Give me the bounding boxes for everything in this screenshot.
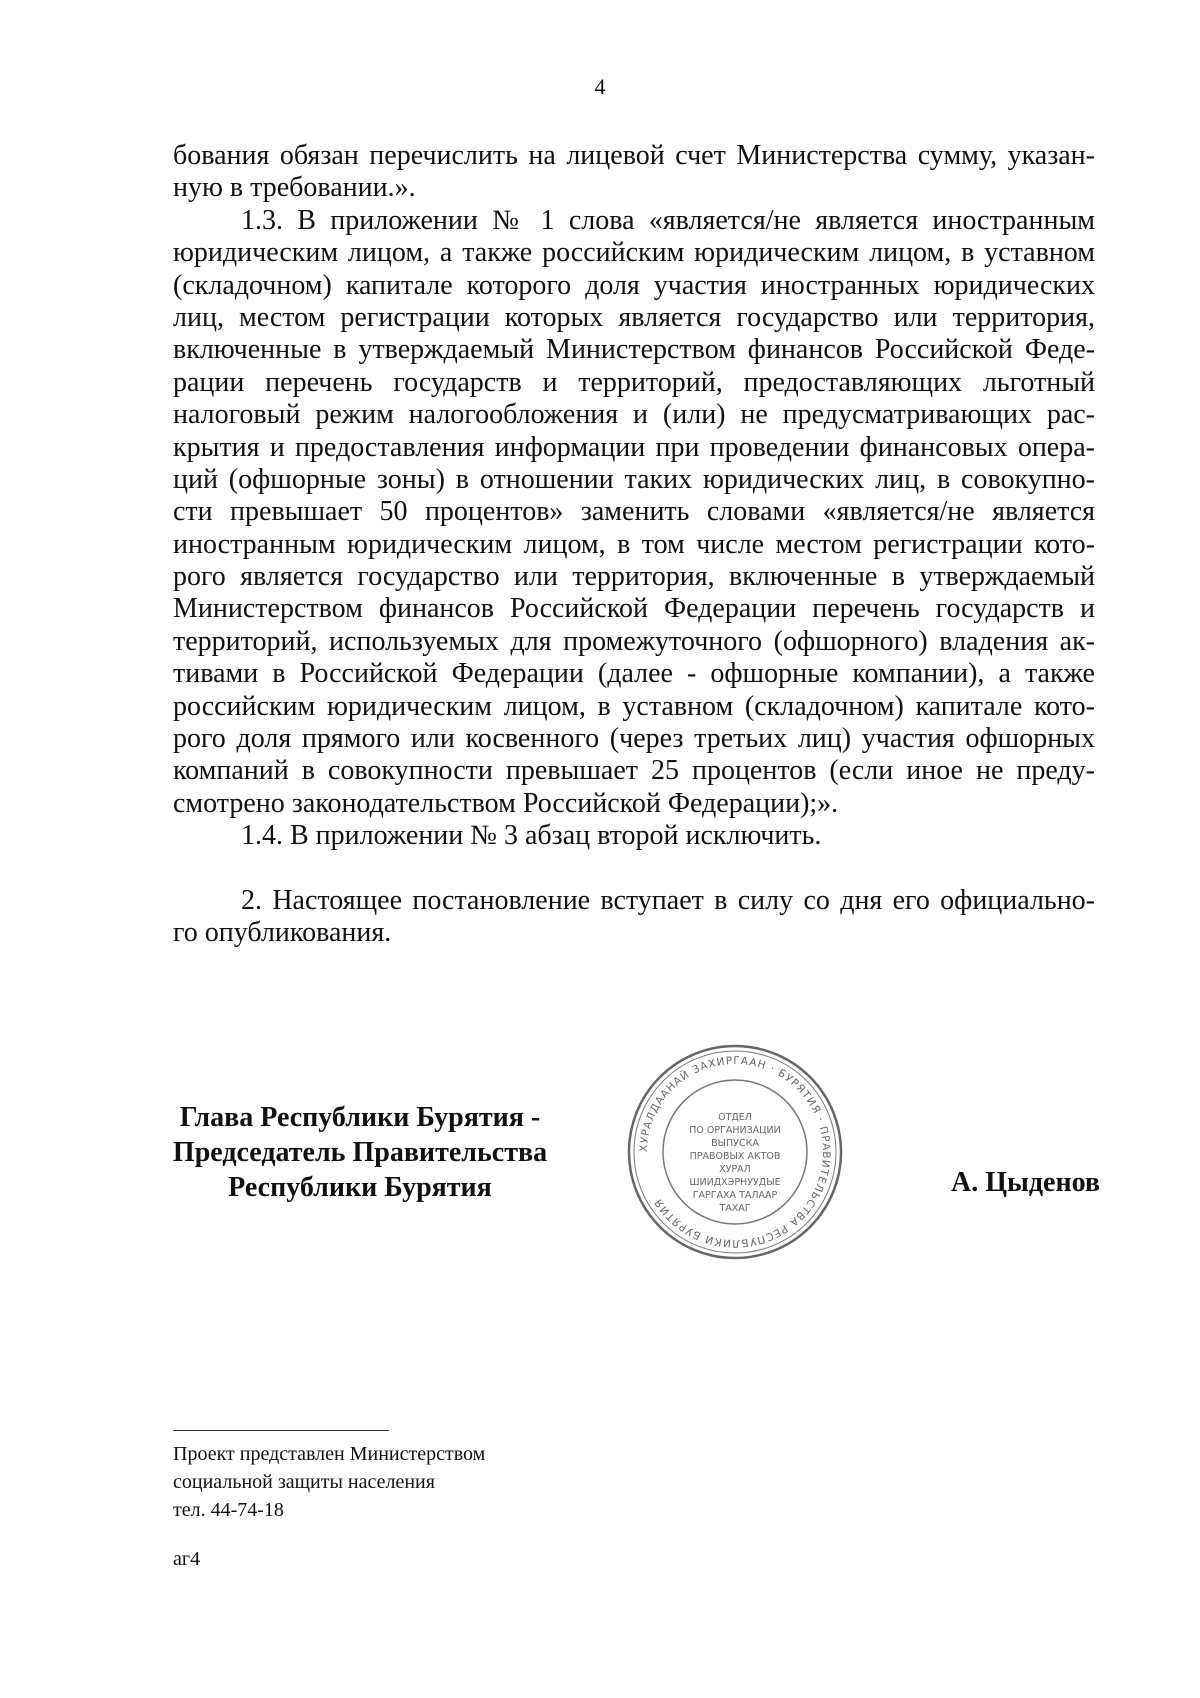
text-line: российским юридическим лицом, в уставном (складочном) капитале кото- (173, 690, 1095, 722)
text-line: рого доля прямого или косвенного (через третьих лиц) участия офшорных (173, 723, 1095, 755)
text-line: иностранным юридическим лицом, в том числе местом регистрации кото- (173, 528, 1095, 560)
official-seal (625, 1042, 845, 1262)
seal-ring-text: ХУРАЛДААНАЙ ЗАХИРГААН · БУРЯТИЯ · ПРАВИТЕЛЬСТВА РЕСПУБЛИКИ БУРЯТИЯ (637, 1054, 833, 1250)
paragraph-p2 (173, 885, 1095, 950)
seal-center-line: ТАХАГ (719, 1203, 751, 1214)
seal-center-line: ХУРАЛ (719, 1164, 751, 1175)
seal-center-line: ОТДЕЛ (718, 1112, 752, 1123)
text-line: включенные в утверждаемый Министерством финансов Российской Феде- (173, 334, 1095, 366)
signature-title-line: Глава Республики Бурятия - (179, 1102, 541, 1133)
text-line: го опубликования. (173, 916, 392, 948)
text-line: крытия и предоставления информации при проведении финансовых опера- (173, 431, 1095, 463)
text-line: налоговый режим налогообложения и (или) не предусматривающих рас- (173, 399, 1095, 431)
text-line: 2. Настоящее постановление вступает в силу со дня его официально- (241, 884, 1095, 916)
document-code: аг4 (173, 1548, 201, 1570)
paragraph-p14 (173, 820, 1095, 852)
text-line: рации перечень государств и территорий, предоставляющих льготный (173, 366, 1095, 398)
seal-center-line: ВЫПУСКА (711, 1138, 759, 1149)
footnote-line: тел. 44-74-18 (173, 1499, 284, 1521)
text-line: ную в требовании.». (173, 172, 416, 204)
text-line: 1.3. В приложении № 1 слова «является/не является иностранным (241, 204, 1095, 236)
seal-center-line: ПРАВОВЫХ АКТОВ (689, 1151, 781, 1162)
text-line: территорий, используемых для промежуточного (офшорного) владения ак- (173, 625, 1095, 657)
text-line: ций (офшорные зоны) в отношении таких юридических лиц, в совокупно- (173, 463, 1095, 495)
footnote-line: социальной защиты населения (173, 1471, 435, 1493)
text-line: 1.4. В приложении № 3 абзац второй исключить. (241, 820, 822, 852)
paragraph-p0 (173, 140, 1095, 205)
text-line: компаний в совокупности превышает 25 процентов (если иное не преду- (173, 755, 1095, 787)
paragraph-p13 (173, 205, 1095, 820)
seal-center-line: ГАРГАХА ТАЛААР (692, 1190, 778, 1201)
text-line: Министерством финансов Российской Федерации перечень государств и (173, 593, 1095, 625)
signatory-name: А. Цыденов (950, 1167, 1100, 1198)
paragraph-gap (173, 853, 1095, 885)
document-body (173, 140, 1095, 949)
text-line: тивами в Российской Федерации (далее - офшорные компании), а также (173, 658, 1095, 690)
footnote-line: Проект представлен Министерством (173, 1443, 486, 1465)
page-number: 4 (594, 74, 606, 99)
seal-center-line: ШИИДХЭРНУУДЫЕ (689, 1177, 781, 1188)
text-line: сти превышает 50 процентов» заменить словами «является/не является (173, 496, 1095, 528)
text-line: рого является государство или территория, включенные в утверждаемый (173, 561, 1095, 593)
footnote-divider (173, 1430, 389, 1431)
text-line: бования обязан перечислить на лицевой счет Министерства сумму, указан- (173, 140, 1095, 171)
text-line: смотрено законодательством Российской Федерации);». (173, 787, 839, 819)
signature-title-line: Республики Бурятия (228, 1172, 492, 1203)
signature-title (140, 1100, 580, 1205)
signature-title-line: Председатель Правительства (172, 1137, 548, 1168)
text-line: лиц, местом регистрации которых является государство или территория, (173, 301, 1095, 333)
text-line: юридическим лицом, а также российским юридическим лицом, в уставном (173, 237, 1095, 269)
seal-center-line: ПО ОРГАНИЗАЦИИ (689, 1125, 781, 1136)
text-line: (складочном) капитале которого доля участия иностранных юридических (173, 269, 1095, 301)
footnote (173, 1440, 485, 1524)
